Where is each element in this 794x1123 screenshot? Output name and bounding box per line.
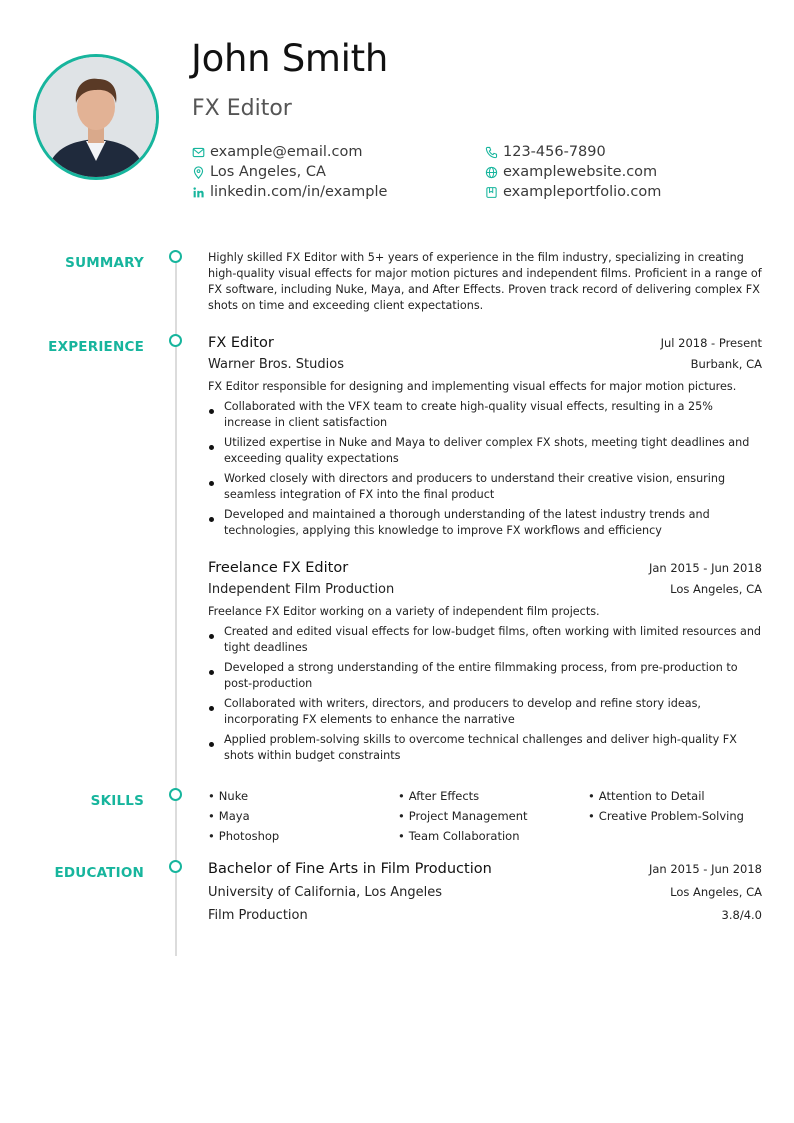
experience-entry bbox=[208, 335, 762, 543]
contact-linkedin[interactable] bbox=[192, 182, 387, 202]
contact-email[interactable] bbox=[192, 142, 362, 162]
timeline-dot-education bbox=[169, 860, 182, 873]
experience-bullets bbox=[208, 624, 762, 764]
phone-text: 123-456-7890 bbox=[503, 144, 606, 160]
bullet-item: Worked closely with directors and producers to understand their creative vision, ensuring seamless integration of FX into the final product bbox=[208, 471, 762, 503]
education-location: Los Angeles, CA bbox=[670, 885, 762, 899]
experience-location: Burbank, CA bbox=[690, 357, 762, 371]
skill-item: • Team Collaboration bbox=[398, 828, 588, 844]
job-title-headline: FX Editor bbox=[192, 96, 292, 121]
email-text: example@email.com bbox=[210, 144, 363, 160]
skill-item: • After Effects bbox=[398, 788, 588, 804]
experience-company: Independent Film Production bbox=[208, 582, 395, 597]
experience-description: FX Editor responsible for designing and implementing visual effects for major motion pictures. bbox=[208, 380, 737, 393]
timeline-dot-skills bbox=[169, 788, 182, 801]
contact-location bbox=[192, 162, 326, 182]
contact-portfolio[interactable] bbox=[485, 182, 661, 202]
experience-title: Freelance FX Editor bbox=[208, 560, 349, 576]
education-entry bbox=[208, 861, 762, 930]
experience-location: Los Angeles, CA bbox=[670, 582, 762, 596]
contact-phone[interactable] bbox=[485, 142, 606, 162]
globe-icon bbox=[485, 166, 498, 179]
skills-list bbox=[208, 788, 762, 844]
experience-dates: Jul 2018 - Present bbox=[660, 336, 762, 350]
education-school: University of California, Los Angeles bbox=[208, 885, 443, 900]
website-text: examplewebsite.com bbox=[503, 164, 658, 180]
candidate-name: John Smith bbox=[191, 37, 388, 80]
mail-icon bbox=[192, 146, 205, 159]
education-degree: Bachelor of Fine Arts in Film Production bbox=[208, 861, 492, 877]
location-text: Los Angeles, CA bbox=[210, 164, 326, 180]
experience-bullets bbox=[208, 399, 762, 539]
section-label-skills: SKILLS bbox=[90, 793, 144, 809]
section-label-summary: SUMMARY bbox=[65, 255, 144, 271]
experience-dates: Jan 2015 - Jun 2018 bbox=[648, 561, 762, 575]
portfolio-text: exampleportfolio.com bbox=[503, 184, 662, 200]
linkedin-icon bbox=[192, 186, 205, 199]
summary-text: Highly skilled FX Editor with 5+ years of experience in the film industry, specializing in creating high-quality visual effects for major motion pictures and independent films. Proficient in a range of FX software, including Nuke, Maya, and After Effects. Proven track record of delivering complex FX shots on time and exceeding client expectations. bbox=[208, 251, 762, 312]
skill-item: • Nuke bbox=[208, 788, 398, 804]
bullet-item: Developed a strong understanding of the entire filmmaking process, from pre-production to post-production bbox=[208, 660, 762, 692]
skill-item: • Maya bbox=[208, 808, 398, 824]
experience-company: Warner Bros. Studios bbox=[208, 357, 344, 372]
bullet-item: Utilized expertise in Nuke and Maya to deliver complex FX shots, meeting tight deadlines and exceeding quality expectations bbox=[208, 435, 762, 467]
phone-icon bbox=[485, 146, 498, 159]
timeline-line bbox=[175, 262, 177, 956]
bullet-item: Collaborated with writers, directors, and producers to develop and refine story ideas, incorporating FX elements to enhance the narrative bbox=[208, 696, 762, 728]
skill-item: • Creative Problem-Solving bbox=[588, 808, 762, 824]
bullet-item: Collaborated with the VFX team to create high-quality visual effects, resulting in a 25% increase in client satisfaction bbox=[208, 399, 762, 431]
bullet-item: Developed and maintained a thorough understanding of the latest industry trends and technologies, applying this knowledge to improve FX workflows and efficiency bbox=[208, 507, 762, 539]
experience-entry bbox=[208, 560, 762, 768]
linkedin-text: linkedin.com/in/example bbox=[210, 184, 388, 200]
profile-photo bbox=[33, 54, 159, 180]
timeline-dot-summary bbox=[169, 250, 182, 263]
contact-website[interactable] bbox=[485, 162, 657, 182]
bullet-item: Applied problem-solving skills to overcome technical challenges and deliver high-quality FX shots within budget constraints bbox=[208, 732, 762, 764]
portfolio-icon bbox=[485, 186, 498, 199]
bullet-item: Created and edited visual effects for low-budget films, often working with limited resources and tight deadlines bbox=[208, 624, 762, 656]
experience-description: Freelance FX Editor working on a variety of independent film projects. bbox=[208, 605, 600, 618]
skill-item: • Attention to Detail bbox=[588, 788, 762, 804]
education-gpa: 3.8/4.0 bbox=[721, 908, 762, 922]
timeline-dot-experience bbox=[169, 334, 182, 347]
education-dates: Jan 2015 - Jun 2018 bbox=[648, 862, 762, 876]
section-label-education: EDUCATION bbox=[54, 865, 144, 881]
skill-item: • Photoshop bbox=[208, 828, 398, 844]
person-portrait-icon bbox=[36, 57, 156, 177]
education-field: Film Production bbox=[208, 908, 308, 923]
skill-item: • Project Management bbox=[398, 808, 588, 824]
experience-title: FX Editor bbox=[208, 335, 274, 351]
map-pin-icon bbox=[192, 166, 205, 179]
section-label-experience: EXPERIENCE bbox=[48, 339, 144, 355]
